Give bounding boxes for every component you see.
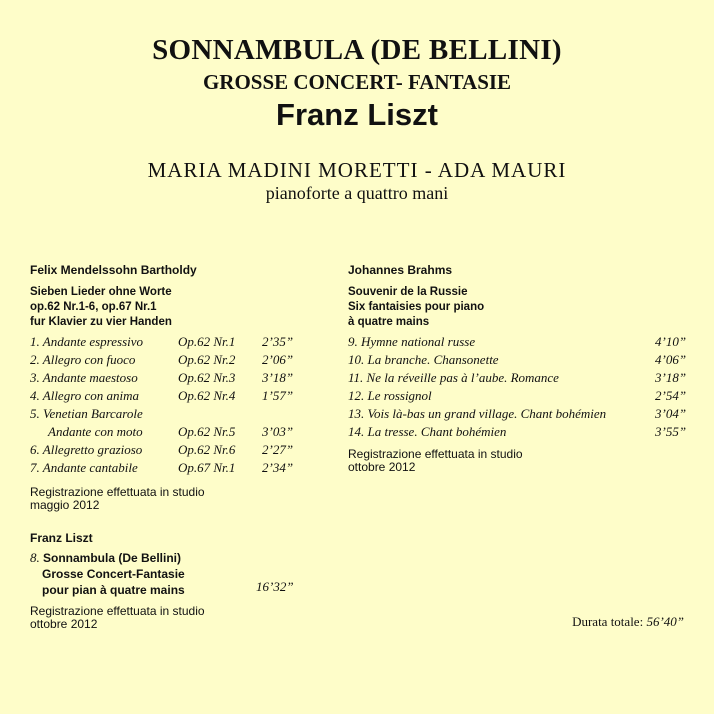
track-time: 3’18” [262, 370, 294, 385]
track-time: 2’34” [262, 460, 294, 475]
recording-line: ottobre 2012 [348, 460, 416, 474]
track-title: 9. Hymne national russe [348, 334, 476, 349]
track-title: 12. Le rossignol [348, 388, 432, 403]
composer-heading: Franz Liszt [276, 97, 438, 132]
liszt-composer: Franz Liszt [30, 531, 93, 545]
track-title-line: pour pian à quatre mains [42, 583, 185, 597]
track-row [348, 351, 686, 369]
track-title: 13. Vois là-bas un grand village. Chant bohémien [348, 406, 607, 421]
track-row [30, 459, 300, 477]
track-time: 1’57” [262, 388, 294, 403]
track-time: 3’55” [655, 424, 687, 439]
track-opus: Op.62 Nr.5 [178, 424, 236, 439]
track-title: 3. Andante maestoso [30, 370, 138, 385]
album-title: SONNAMBULA (DE BELLINI) [152, 34, 562, 66]
track-title-line: Grosse Concert-Fantasie [42, 567, 185, 581]
work-line: Sieben Lieder ohne Worte [30, 286, 172, 298]
track-title: 5. Venetian Barcarole [30, 406, 143, 421]
track-title: 1. Andante espressivo [30, 334, 144, 349]
track-row [30, 405, 300, 423]
liszt-track [30, 550, 185, 598]
track-time: 3’04” [655, 406, 687, 421]
recording-line: Registrazione effettuata in studio [30, 485, 205, 499]
track-title-line: Sonnambula (De Bellini) [43, 551, 182, 565]
liszt-recording-note [30, 605, 205, 631]
track-title: 4. Allegro con anima [30, 388, 140, 403]
track-title: 10. La branche. Chansonette [348, 352, 499, 367]
liszt-track-time: 16’32” [256, 579, 294, 594]
track-title: 6. Allegretto grazioso [30, 442, 143, 457]
track-row [30, 333, 300, 351]
recording-line: Registrazione effettuata in studio [348, 447, 523, 461]
track-opus: Op.62 Nr.4 [178, 388, 236, 403]
total-duration-value: 56’40” [646, 614, 684, 629]
track-number: 8. [30, 550, 40, 565]
track-row [30, 351, 300, 369]
track-row [30, 387, 300, 405]
track-row [348, 423, 686, 441]
mendelssohn-recording-note [30, 486, 205, 512]
recording-line: Registrazione effettuata in studio [30, 604, 205, 618]
track-time: 4’10” [655, 334, 687, 349]
track-row [30, 441, 300, 459]
track-row [348, 405, 686, 423]
track-opus: Op.67 Nr.1 [178, 460, 236, 475]
total-duration-label: Durata totale: [572, 614, 644, 629]
track-title: 2. Allegro con fuoco [30, 352, 136, 367]
track-row [348, 333, 686, 351]
track-row [30, 369, 300, 387]
album-subtitle: GROSSE CONCERT- FANTASIE [202, 70, 512, 94]
track-row [348, 387, 686, 405]
mendelssohn-composer: Felix Mendelssohn Bartholdy [30, 263, 197, 277]
track-title: Andante con moto [48, 424, 143, 439]
track-row [30, 423, 300, 441]
track-time: 3’03” [262, 424, 294, 439]
track-opus: Op.62 Nr.6 [178, 442, 236, 457]
performers: MARIA MADINI MORETTI - ADA MAURI [147, 158, 567, 182]
track-time: 2’06” [262, 352, 294, 367]
track-opus: Op.62 Nr.2 [178, 352, 236, 367]
work-line: à quatre mains [348, 316, 430, 328]
mendelssohn-work [30, 285, 172, 330]
recording-line: ottobre 2012 [30, 617, 98, 631]
brahms-work [348, 285, 484, 330]
track-time: 2’27” [262, 442, 294, 457]
track-title: 14. La tresse. Chant bohémien [348, 424, 507, 439]
work-line: Souvenir de la Russie [348, 286, 468, 298]
track-time: 2’54” [655, 388, 687, 403]
track-row [348, 369, 686, 387]
track-time: 3’18” [655, 370, 687, 385]
total-duration [572, 614, 684, 630]
track-title: 11. Ne la réveille pas à l’aube. Romance [348, 370, 559, 385]
brahms-composer: Johannes Brahms [348, 263, 453, 277]
track-opus: Op.62 Nr.3 [178, 370, 236, 385]
track-time: 2’35” [262, 334, 294, 349]
work-line: fur Klavier zu vier Handen [30, 316, 172, 328]
track-opus: Op.62 Nr.1 [178, 334, 236, 349]
track-time: 4’06” [655, 352, 687, 367]
work-line: Six fantaisies pour piano [348, 301, 485, 313]
recording-line: maggio 2012 [30, 498, 100, 512]
brahms-recording-note [348, 448, 523, 474]
track-title: 7. Andante cantabile [30, 460, 138, 475]
work-line: op.62 Nr.1-6, op.67 Nr.1 [30, 301, 157, 313]
instrumentation: pianoforte a quattro mani [265, 183, 449, 203]
